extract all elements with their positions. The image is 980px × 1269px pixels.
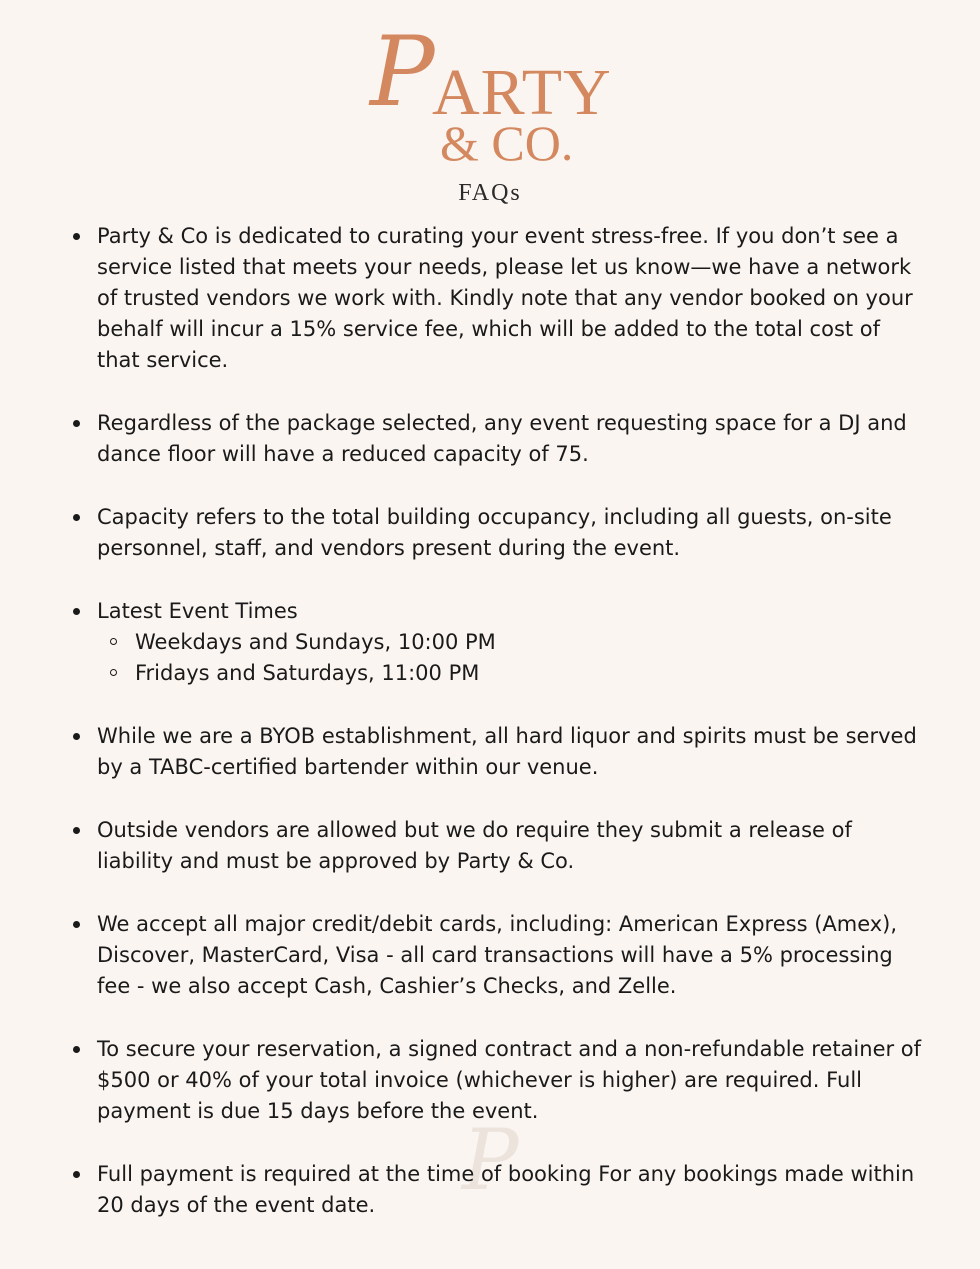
circle-bullet-icon <box>110 669 117 676</box>
sub-item-text: Fridays and Saturdays, 11:00 PM <box>135 661 480 685</box>
bullet-icon <box>73 1046 80 1053</box>
circle-bullet-icon <box>110 638 117 645</box>
bullet-icon <box>73 420 80 427</box>
sub-list-item <box>97 658 927 689</box>
sub-list-item <box>97 627 927 658</box>
faq-text: Outside vendors are allowed but we do require they submit a release of liability and must be approved by Party & Co. <box>97 818 852 873</box>
faq-item <box>97 501 927 564</box>
faq-item <box>97 407 927 470</box>
sub-item-text: Weekdays and Sundays, 10:00 PM <box>135 630 496 654</box>
logo-and-co: & CO. <box>440 115 574 171</box>
faq-text: Capacity refers to the total building occupancy, including all guests, on-site personnel, staff, and vendors present during the event. <box>97 505 892 560</box>
faq-item <box>97 908 927 1002</box>
bullet-icon <box>73 608 80 615</box>
faq-text: While we are a BYOB establishment, all hard liquor and spirits must be served by a TABC-certified bartender within our venue. <box>97 724 917 779</box>
faq-text: We accept all major credit/debit cards, including: American Express (Amex), Discover, MasterCard, Visa - all card transactions will have a 5% processing fee - we also accept Cash, Cashier’s Checks, and Zelle. <box>97 912 898 998</box>
faq-text: To secure your reservation, a signed contract and a non-refundable retainer of $500 or 40% of your total invoice (whichever is higher) are required. Full payment is due 15 days before the event. <box>97 1037 922 1123</box>
faq-item <box>97 814 927 877</box>
event-times-list <box>97 627 927 689</box>
faq-item <box>97 1033 927 1127</box>
bullet-icon <box>73 1171 80 1178</box>
bullet-icon <box>73 514 80 521</box>
logo-arty: ARTY <box>432 56 612 129</box>
party-and-co-logo <box>370 16 620 171</box>
faq-text: Latest Event Times <box>97 599 298 623</box>
bullet-icon <box>73 921 80 928</box>
faq-list <box>97 220 927 1252</box>
faq-text: Party & Co is dedicated to curating your event stress-free. If you don’t see a service listed that meets your needs, please let us know—we have a network of trusted vendors we work with. Kindly note that any vendor booked on your behalf will incur a 15% service fee, which will be added to the total cost of that service. <box>97 224 913 372</box>
bullet-icon <box>73 827 80 834</box>
faq-item <box>97 595 927 689</box>
faq-item <box>97 220 927 376</box>
bullet-icon <box>73 233 80 240</box>
faq-item <box>97 720 927 783</box>
logo-script-p: P <box>370 16 435 128</box>
faq-text: Regardless of the package selected, any event requesting space for a DJ and dance floor will have a reduced capacity of 75. <box>97 411 907 466</box>
page-title: FAQs <box>458 180 522 206</box>
faq-item <box>97 1158 927 1221</box>
watermark-monogram-icon: P <box>462 1111 519 1209</box>
bullet-icon <box>73 733 80 740</box>
faq-text: Full payment is required at the time of booking For any bookings made within 20 days of the event date. <box>97 1162 915 1217</box>
